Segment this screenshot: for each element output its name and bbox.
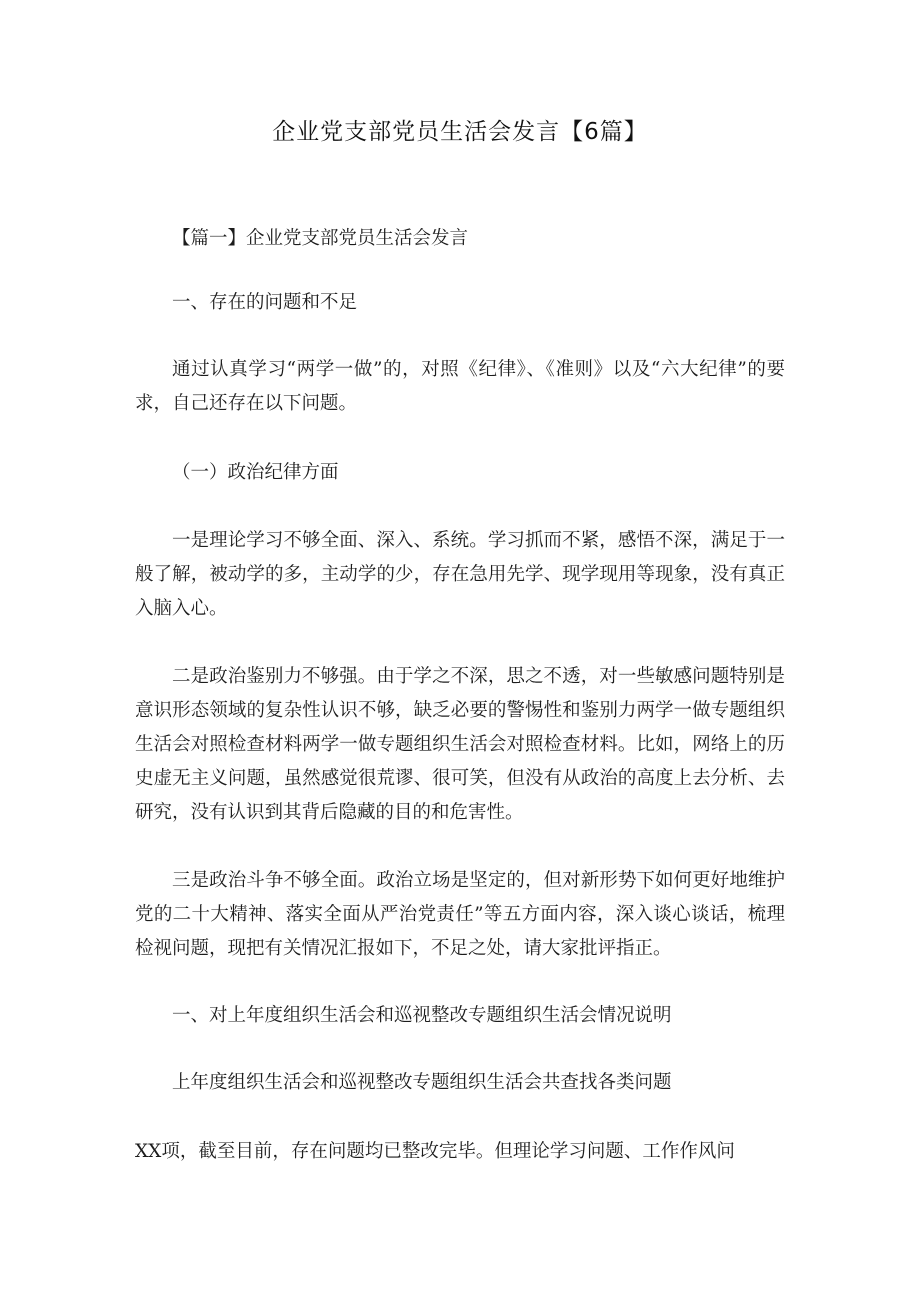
document-title: 企业党支部党员生活会发言【6篇】 — [272, 119, 648, 145]
heading-problems: 一、存在的问题和不足 — [172, 292, 358, 313]
subheading-political-discipline: （一）政治纪律方面 — [172, 462, 339, 483]
paragraph-rectification-status: XX项，截至目前，存在问题均已整改完毕。但理论学习问题、工作作风问 — [135, 1141, 735, 1162]
section-heading-part-one: 【篇一】企业党支部党员生活会发言 — [172, 228, 469, 249]
paragraph-point-two: 二是政治鉴别力不够强。由于学之不深，思之不透，对一些敏感问题特别是意识形态领域的复杂性认识不够，缺乏必要的警惕性和鉴别力两学一做专题组织生活会对照检查材料两学一做专题组织生活会对照检查材料。比如，网络上的历史虚无主义问题，虽然感觉很荒谬、很可笑，但没有从政治的高度上去分析、去研究，没有认识到其背后隐藏的目的和危害性。 — [135, 666, 785, 823]
paragraph-last-year-issues: 上年度组织生活会和巡视整改专题组织生活会共查找各类问题 — [172, 1072, 672, 1093]
paragraph-intro: 通过认真学习“两学一做”的，对照《纪律》、《准则》以及“六大纪律”的要求，自己还存在以下问题。 — [135, 359, 785, 414]
paragraph-point-three: 三是政治斗争不够全面。政治立场是坚定的，但对新形势下如何更好地维护党的二十大精神、落实全面从严治党责任”等五方面内容，深入谈心谈话，梳理检视问题，现把有关情况汇报如下，不足之处，请大家批评指正。 — [135, 870, 785, 959]
paragraph-point-one: 一是理论学习不够全面、深入、系统。学习抓而不紧，感悟不深，满足于一般了解，被动学的多，主动学的少，存在急用先学、现学现用等现象，没有真正入脑入心。 — [135, 530, 785, 619]
heading-last-year-review: 一、对上年度组织生活会和巡视整改专题组织生活会情况说明 — [172, 1005, 672, 1026]
